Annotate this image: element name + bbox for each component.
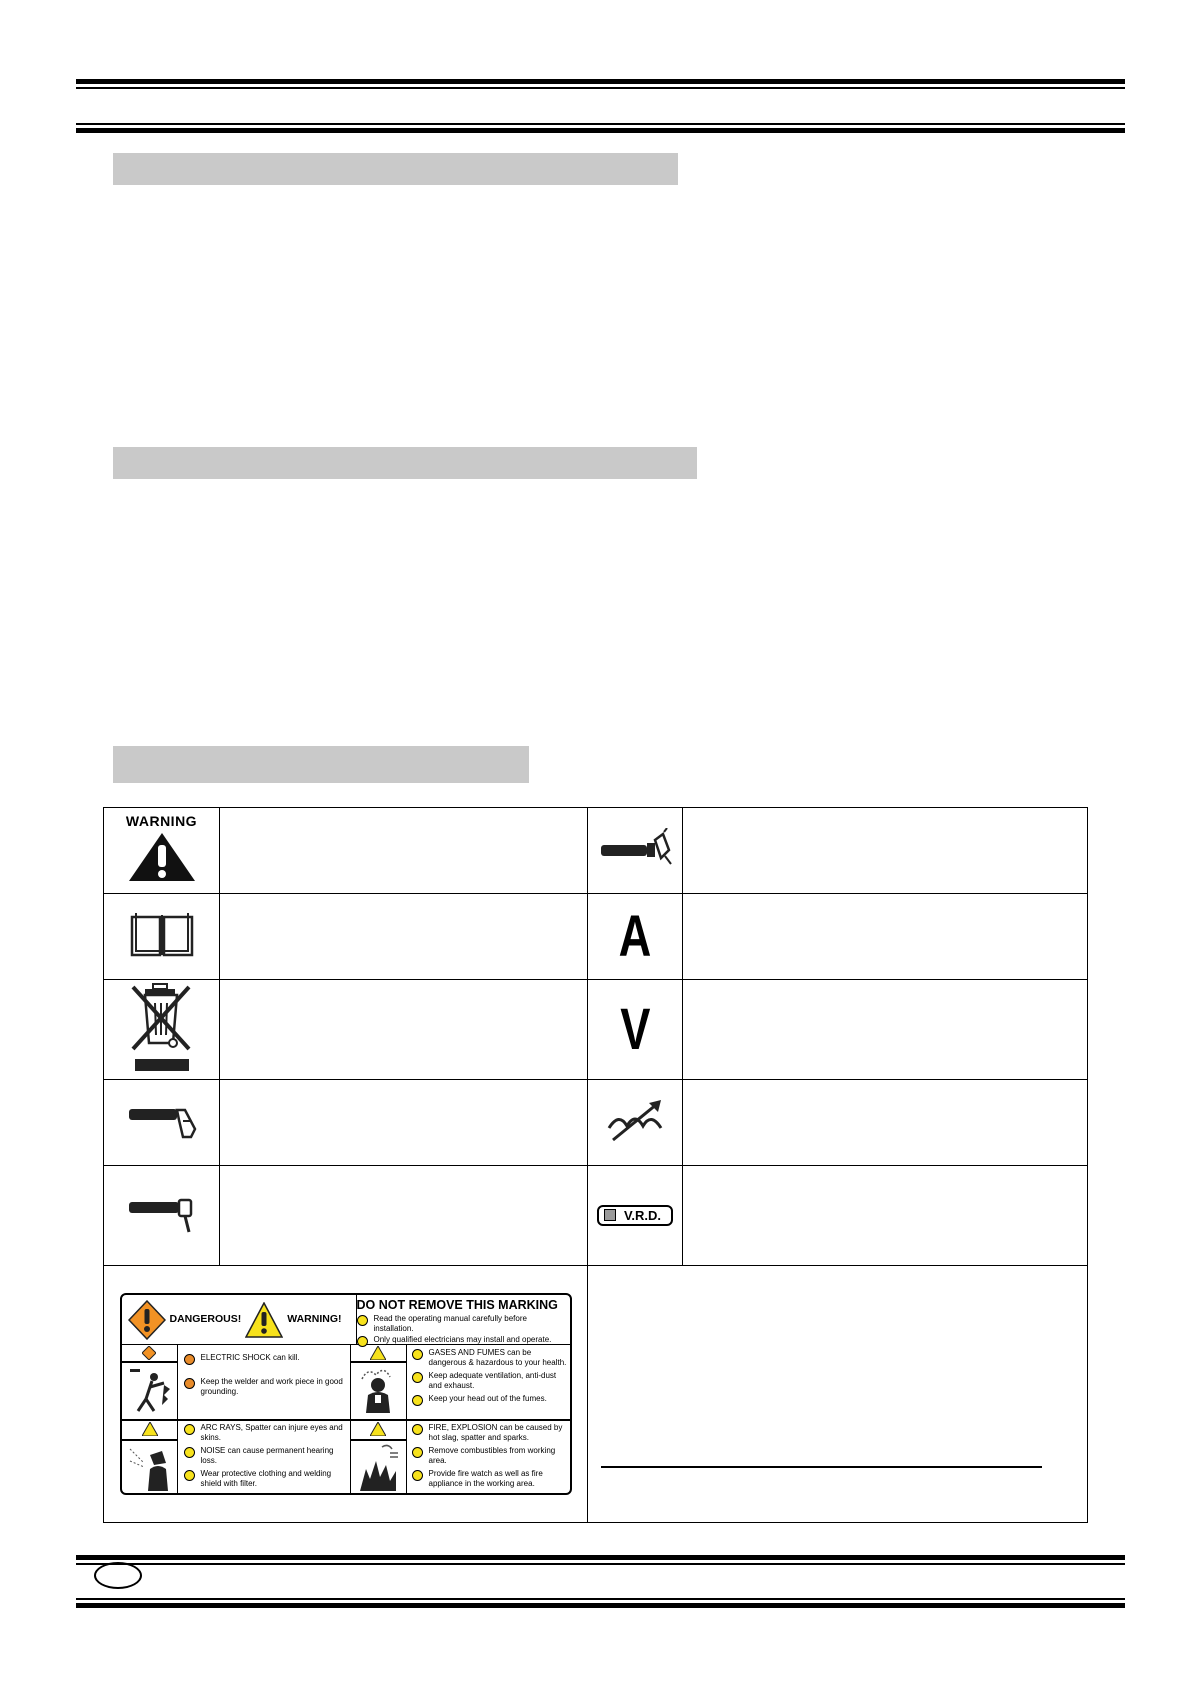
warning-triangle-icon: [127, 831, 197, 883]
table-row: [104, 1080, 1088, 1166]
orange-dot-icon: [184, 1354, 195, 1365]
yellow-dot-icon: [184, 1424, 195, 1435]
warning-text: WARNING!: [287, 1312, 342, 1325]
yellow-dot-icon: [357, 1315, 368, 1326]
table-row: [104, 980, 1088, 1080]
manual-description-cell: [220, 894, 588, 980]
yellow-dot-icon: [412, 1395, 423, 1406]
yellow-dot-icon: [412, 1470, 423, 1481]
gases-text-2: Keep adequate ventilation, anti-dust and exhaust.: [428, 1371, 557, 1390]
header-rule-lower-thin: [76, 123, 1125, 125]
symbols-table: [103, 807, 1088, 1523]
fire-text-1: FIRE, EXPLOSION can be caused by hot slag, spatter and sparks.: [428, 1423, 563, 1442]
warning-description-cell: [220, 808, 588, 894]
current-description-cell: [683, 894, 1088, 980]
label-intro-2: Only qualified electricians may install and operate.: [373, 1335, 552, 1344]
arc-text-block: [184, 1423, 346, 1492]
small-triangle-icon: [142, 1422, 158, 1436]
vrd-symbol-cell: [588, 1166, 683, 1266]
electric-shock-person-icon: [128, 1365, 172, 1415]
underline-rule: [601, 1466, 1042, 1468]
header-rule-bottom: [76, 128, 1125, 133]
table-row: [104, 1166, 1088, 1266]
warning-symbol-cell: [104, 808, 220, 894]
fire-text-block: [412, 1423, 570, 1492]
arc-text-3: Wear protective clothing and welding shield with filter.: [200, 1469, 332, 1488]
table-row: [104, 1266, 1088, 1523]
warning-label-cell: [104, 1266, 588, 1523]
yellow-dot-icon: [412, 1424, 423, 1435]
tig-torch-description-cell: [683, 808, 1088, 894]
electrode-holder-icon: [127, 1192, 197, 1234]
open-book-icon: [128, 909, 196, 959]
section-heading-bar-1: [113, 153, 678, 185]
electrode-holder-description-cell: [220, 1166, 588, 1266]
orange-diamond-icon: [128, 1300, 166, 1340]
section-heading-bar-2: [113, 447, 697, 479]
small-triangle-icon: [370, 1422, 386, 1436]
electrode-holder-symbol-cell: [104, 1166, 220, 1266]
warning-label: WARNING: [125, 813, 198, 829]
footer-rule-top: [76, 1555, 1125, 1560]
label-header-left: [122, 1295, 357, 1344]
manual-symbol-cell: [104, 894, 220, 980]
fire-text-3: Provide fire watch as well as fire appliance in the working area.: [428, 1469, 543, 1488]
footer-rule-lower-thin: [76, 1598, 1125, 1600]
weee-description-cell: [220, 980, 588, 1080]
table-row: [104, 808, 1088, 894]
footer-rule-upper-thin: [76, 1563, 1125, 1565]
shock-text-1: ELECTRIC SHOCK can kill.: [200, 1353, 300, 1362]
header-rule-upper-thin: [76, 87, 1125, 89]
arc-force-symbol-cell: [588, 1080, 683, 1166]
fire-text-2: Remove combustibles from working area.: [428, 1446, 556, 1465]
dangerous-text: DANGEROUS!: [169, 1312, 242, 1325]
section-heading-bar-3: [113, 746, 529, 783]
voltage-description-cell: [683, 980, 1088, 1080]
voltage-symbol-cell: [588, 980, 683, 1080]
vrd-indicator-icon: [597, 1205, 673, 1226]
vrd-led-icon: [604, 1209, 616, 1221]
yellow-dot-icon: [412, 1372, 423, 1383]
arc-rays-welder-icon: [128, 1441, 172, 1493]
crossed-out-wheelie-bin-icon: [127, 981, 197, 1073]
vrd-description-cell: [683, 1166, 1088, 1266]
label-header-right: [351, 1295, 570, 1344]
letter-a-icon: A: [618, 904, 652, 969]
arc-force-description-cell: [683, 1080, 1088, 1166]
fire-explosion-icon: [356, 1441, 400, 1493]
yellow-warning-triangle-icon: [245, 1302, 283, 1338]
tig-torch-icon: [597, 828, 673, 868]
current-symbol-cell: [588, 894, 683, 980]
shock-text-block: [184, 1353, 346, 1400]
weee-symbol-cell: [104, 980, 220, 1080]
letter-v-icon: V: [619, 997, 651, 1062]
yellow-dot-icon: [184, 1447, 195, 1458]
yellow-dot-icon: [412, 1447, 423, 1458]
gases-text-3: Keep your head out of the fumes.: [428, 1394, 547, 1403]
mig-torch-description-cell: [220, 1080, 588, 1166]
mig-torch-symbol-cell: [104, 1080, 220, 1166]
orange-dot-icon: [184, 1378, 195, 1389]
yellow-dot-icon: [184, 1470, 195, 1481]
label-header: [122, 1295, 570, 1345]
warning-label-panel: [120, 1293, 572, 1495]
gases-text-block: [412, 1348, 570, 1410]
yellow-dot-icon: [412, 1349, 423, 1360]
warning-label-description-cell: [588, 1266, 1088, 1523]
label-intro-1: Read the operating manual carefully before installation.: [373, 1314, 527, 1333]
gases-text-1: GASES AND FUMES can be dangerous & hazardous to your health.: [428, 1348, 567, 1367]
vrd-label: V.R.D.: [623, 1207, 662, 1223]
mig-torch-icon: [127, 1099, 197, 1141]
header-rule-top: [76, 79, 1125, 84]
fumes-person-icon: [356, 1365, 400, 1415]
page-number-oval: [94, 1562, 142, 1589]
arc-text-1: ARC RAYS, Spatter can injure eyes and skins.: [200, 1423, 343, 1442]
tig-torch-symbol-cell: [588, 808, 683, 894]
small-triangle-icon: [370, 1346, 386, 1360]
small-diamond-icon: [142, 1346, 156, 1360]
yellow-dot-icon: [357, 1336, 368, 1347]
shock-text-2: Keep the welder and work piece in good grounding.: [200, 1377, 343, 1396]
arc-text-2: NOISE can cause permanent hearing loss.: [200, 1446, 334, 1465]
footer-rule-bottom: [76, 1603, 1125, 1608]
table-row: [104, 894, 1088, 980]
arc-force-icon: [603, 1098, 667, 1142]
label-title: DO NOT REMOVE THIS MARKING: [356, 1298, 558, 1312]
